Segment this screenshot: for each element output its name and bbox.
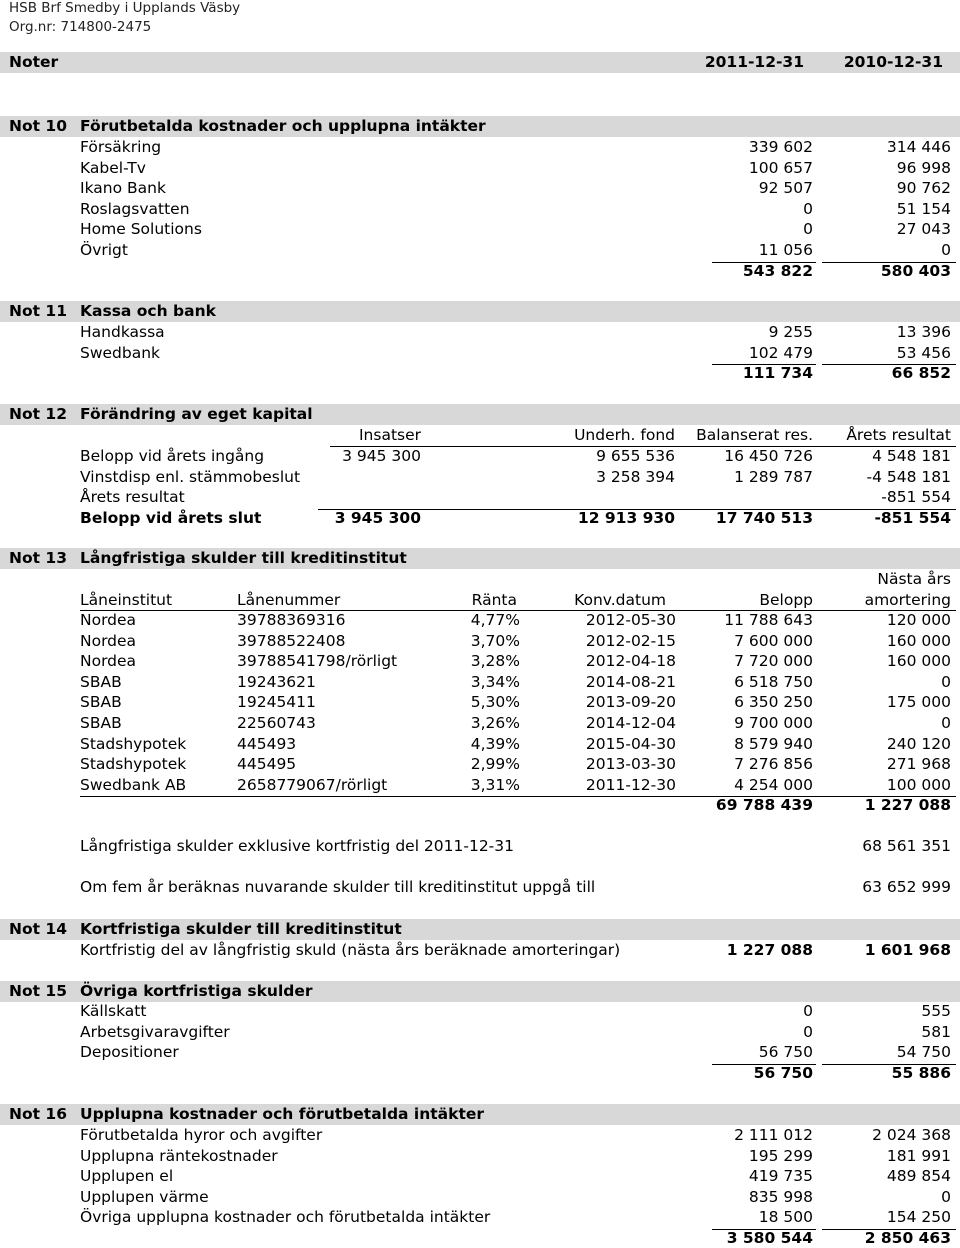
row-label: Upplupna räntekostnader [80,1146,278,1165]
not11-title: Kassa och bank [80,302,216,320]
equity-col-header: Balanserat res. [696,426,813,444]
loan-amortization: 0 [941,672,951,691]
equity-total-label: Belopp vid årets slut [80,508,262,527]
loan-amortization: 240 120 [886,734,951,753]
row-value-2010: 13 396 [896,323,951,341]
org-number: Org.nr: 714800-2475 [9,19,152,35]
loan-rate: 3,26% [470,714,520,732]
loan-date: 2015-04-30 [585,734,676,753]
total-value-2010: 580 403 [880,261,951,280]
not13-five-value: 63 652 999 [862,878,951,896]
row-value-2010: 90 762 [896,179,951,198]
not11-label: Not 11 [9,302,67,320]
equity-total-cell: 12 913 930 [577,508,675,527]
loan-rate: 3,70% [470,631,520,650]
row-value-2011: 835 998 [748,1187,813,1206]
equity-cell: 1 289 787 [734,467,813,486]
row-value-2010: 96 998 [896,158,951,177]
loan-date: 2012-02-15 [585,631,676,650]
loan-amount: 8 579 940 [734,734,813,753]
equity-row-label: Årets resultat [80,488,185,507]
loan-amount: 7 720 000 [734,652,813,671]
equity-total-cell: 17 740 513 [715,508,813,527]
row-value-2010: 0 [941,1187,951,1206]
loan-institut: SBAB [80,693,122,712]
row-value-2010: 489 854 [886,1167,951,1186]
row-value-2011: 0 [803,1022,813,1041]
loan-institut: Nordea [80,611,137,629]
row-value-2010: 0 [941,241,951,259]
loan-total-amortization: 1 227 088 [864,796,951,815]
equity-cell: 9 655 536 [596,447,675,465]
loan-date: 2013-03-30 [585,755,676,774]
loan-rate: 5,30% [470,693,520,712]
equity-cell: -4 548 181 [866,467,951,486]
loan-amortization: 160 000 [886,652,951,671]
row-label: Handkassa [80,323,165,341]
row-label: Upplupen el [80,1167,174,1186]
equity-cell: 4 548 181 [872,447,951,465]
row-label: Arbetsgivaravgifter [80,1022,230,1041]
loan-number: 39788369316 [237,611,346,629]
row-value-2010: 2 024 368 [872,1126,951,1144]
row-label: Upplupen värme [80,1187,209,1206]
total-value-2011: 56 750 [753,1063,813,1082]
row-label: Kabel-Tv [80,158,146,177]
row-label: Roslagsvatten [80,199,190,218]
loan-amount: 11 788 643 [724,611,813,629]
row-value-2010: 51 154 [896,199,951,218]
loan-number: 445493 [237,734,297,753]
equity-cell: -851 554 [881,488,951,507]
loan-number: 2658779067/rörligt [237,775,388,794]
equity-total-cell: 3 945 300 [334,508,421,527]
total-value-2011: 543 822 [742,261,813,280]
row-value-2011: 18 500 [758,1208,813,1227]
loan-amortization: 175 000 [886,693,951,712]
not13-label: Not 13 [9,549,67,567]
not10-title: Förutbetalda kostnader och upplupna intäkter [80,117,486,135]
total-value-2010: 55 886 [891,1063,951,1082]
equity-row-label: Vinstdisp enl. stämmobeslut [80,467,301,486]
not16-label: Not 16 [9,1105,67,1123]
row-value-2011: 9 255 [768,323,813,341]
row-value-2011: 0 [803,220,813,239]
loan-amortization: 160 000 [886,631,951,650]
col-header-2010: 2010-12-31 [843,53,943,71]
row-label: Övrigt [80,241,128,259]
row-value-2010: 54 750 [896,1043,951,1062]
row-value-2011: 419 735 [748,1167,813,1186]
loan-amount: 6 518 750 [734,672,813,691]
row-label: Swedbank [80,343,161,362]
row-label: Källskatt [80,1002,147,1020]
loan-amortization: 0 [941,714,951,732]
loan-date: 2014-12-04 [585,714,676,732]
row-value-2011: 0 [803,199,813,218]
not13-excl-text: Långfristiga skulder exklusive kortfristig del 2011-12-31 [80,837,514,855]
org-name: HSB Brf Smedby i Upplands Väsby [9,0,241,16]
loan-amount: 6 350 250 [734,693,813,712]
loan-amortization: 271 968 [886,755,951,774]
loan-date: 2014-08-21 [585,672,676,691]
row-value-2011: 2 111 012 [734,1126,813,1144]
equity-cell: 16 450 726 [724,447,813,465]
loan-rate: 2,99% [470,755,520,774]
loan-institut: Swedbank AB [80,775,187,794]
loan-rate: 3,28% [470,652,520,671]
loan-rate: 3,31% [470,775,520,794]
row-value-2010: 154 250 [886,1208,951,1227]
equity-col-header: Insatser [358,426,421,444]
loan-number: 19245411 [237,693,316,712]
row-value-2011: 56 750 [758,1043,813,1062]
loan-date: 2011-12-30 [585,775,676,794]
row-value-2011: 102 479 [748,343,813,362]
loan-institut: Nordea [80,652,137,671]
not14-label: Not 14 [9,920,67,938]
loan-total-amount: 69 788 439 [715,796,813,815]
row-label: Depositioner [80,1043,179,1062]
loan-institut: SBAB [80,714,122,732]
loan-col-header: Lånenummer [237,591,341,609]
equity-total-cell: -851 554 [874,508,951,527]
row-value-2010: 181 991 [886,1146,951,1165]
loan-amount: 7 600 000 [734,631,813,650]
row-value-2010: 555 [921,1002,951,1020]
row-value-2011: 195 299 [748,1146,813,1165]
loan-amount: 9 700 000 [734,714,813,732]
loan-number: 39788522408 [237,631,346,650]
row-value-2010: 581 [921,1022,951,1041]
loan-col-header: Nästa års [877,570,951,588]
not13-excl-value: 68 561 351 [862,837,951,855]
row-value-2011: 339 602 [748,138,813,156]
notes-header-bar [0,52,960,73]
row-value-2011: 100 657 [748,158,813,177]
not14-row-name: Kortfristig del av långfristig skuld (nästa års beräknade amorteringar) [80,941,621,959]
row-value-2011: 0 [803,1002,813,1020]
loan-rate: 4,39% [470,734,520,753]
row-label: Ikano Bank [80,179,166,198]
loan-rate: 4,77% [470,611,520,629]
not12-label: Not 12 [9,405,67,423]
not14-row-v2: 1 601 968 [864,941,951,959]
not10-label: Not 10 [9,117,67,135]
loan-date: 2012-04-18 [585,652,676,671]
total-value-2010: 2 850 463 [864,1229,951,1247]
loan-institut: SBAB [80,672,122,691]
not15-title: Övriga kortfristiga skulder [80,982,313,1000]
equity-col-header: Årets resultat [846,426,951,444]
loan-col-header: amortering [864,591,951,609]
total-value-2011: 111 734 [742,364,813,383]
col-header-2011: 2011-12-31 [704,53,804,71]
total-value-2011: 3 580 544 [726,1229,813,1247]
loan-institut: Stadshypotek [80,755,187,774]
row-value-2011: 11 056 [758,241,813,259]
equity-cell: 3 258 394 [596,467,675,486]
row-value-2010: 53 456 [896,343,951,362]
page-title: Noter [9,53,59,71]
row-label: Förutbetalda hyror och avgifter [80,1126,323,1144]
loan-col-header: Belopp [759,591,813,609]
loan-number: 22560743 [237,714,316,732]
row-label: Försäkring [80,138,162,156]
row-value-2010: 314 446 [886,138,951,156]
equity-col-header: Underh. fond [574,426,675,444]
not13-title: Långfristiga skulder till kreditinstitut [80,549,407,567]
loan-amortization: 100 000 [886,775,951,794]
loan-col-header: Ränta [471,591,517,609]
loan-number: 39788541798/rörligt [237,652,398,671]
loan-rate: 3,34% [470,672,520,691]
loan-date: 2012-05-30 [585,611,676,629]
row-label: Home Solutions [80,220,202,239]
equity-cell: 3 945 300 [342,447,421,465]
loan-institut: Stadshypotek [80,734,187,753]
loan-number: 445495 [237,755,297,774]
not15-label: Not 15 [9,982,67,1000]
equity-row-label: Belopp vid årets ingång [80,447,265,465]
loan-institut: Nordea [80,631,137,650]
loan-col-header: Konv.datum [574,591,666,609]
not13-five-text: Om fem år beräknas nuvarande skulder till kreditinstitut uppgå till [80,878,596,896]
loan-amount: 7 276 856 [734,755,813,774]
not14-title: Kortfristiga skulder till kreditinstitut [80,920,402,938]
loan-amount: 4 254 000 [734,775,813,794]
loan-amortization: 120 000 [886,611,951,629]
loan-date: 2013-09-20 [585,693,676,712]
not16-title: Upplupna kostnader och förutbetalda intäkter [80,1105,485,1123]
loan-col-header: Låneinstitut [80,591,173,609]
loan-number: 19243621 [237,672,316,691]
not14-row-v1: 1 227 088 [726,941,813,959]
not12-title: Förändring av eget kapital [80,405,313,423]
row-value-2011: 92 507 [758,179,813,198]
row-value-2010: 27 043 [896,220,951,239]
row-label: Övriga upplupna kostnader och förutbetalda intäkter [80,1208,491,1227]
total-value-2010: 66 852 [891,364,951,383]
